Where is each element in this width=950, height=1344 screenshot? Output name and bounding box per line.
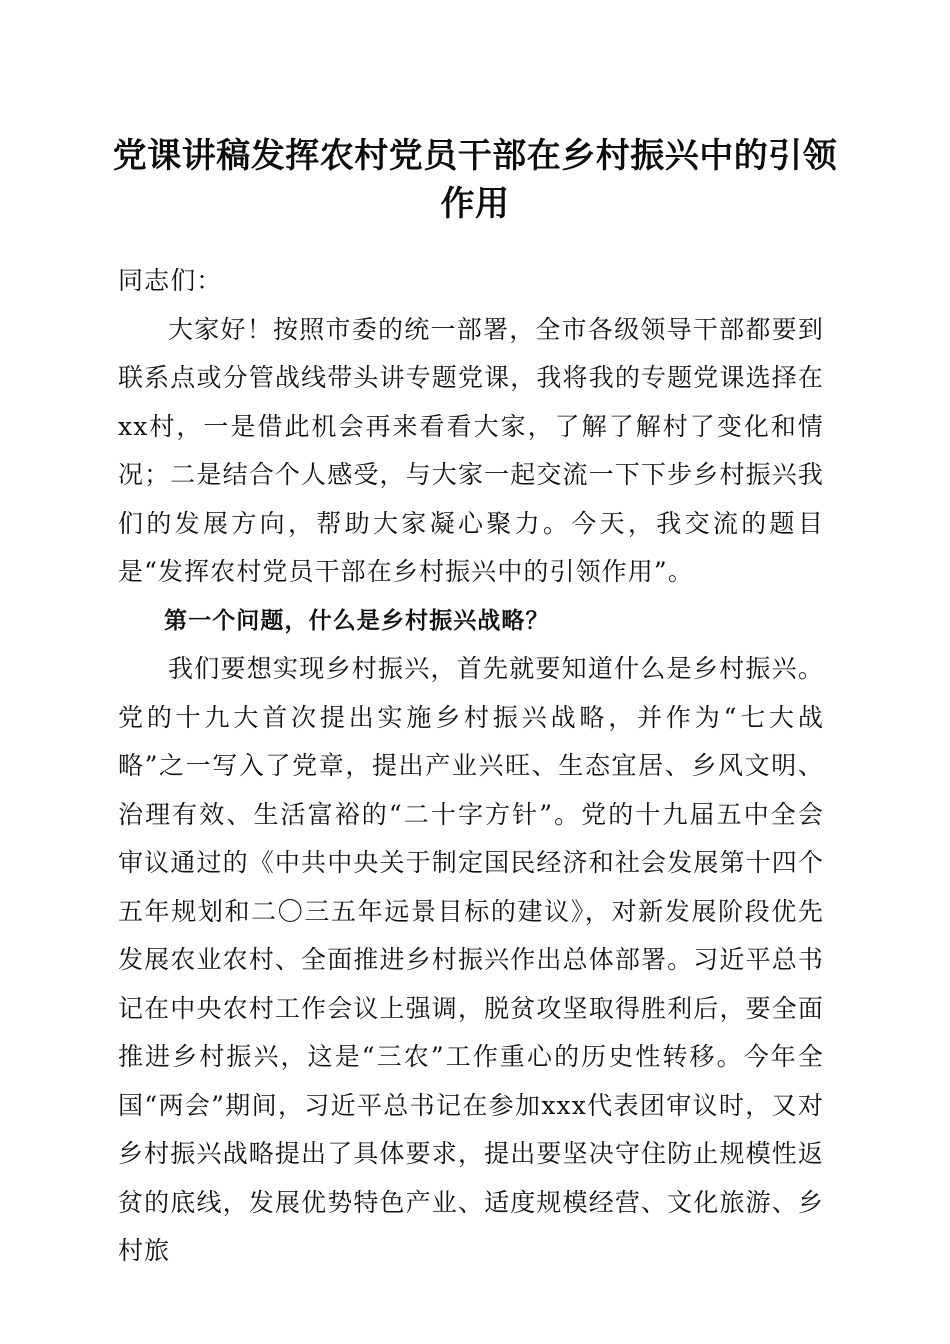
section-paragraph: 我们要想实现乡村振兴，首先就要知道什么是乡村振兴。党的十九大首次提出实施乡村振兴战略，并作为“七大战略”之一写入了党章，提出产业兴旺、生态宜居、乡风文明、治理有效、生活富裕的“二十字方针”。党的十九届五中全会审议通过的《中共中央关于制定国民经济和社会发展第十四个五年规划和二〇三五年远景目标的建议》，对新发展阶段优先发展农业农村、全面推进乡村振兴作出总体部署。习近平总书记在中央农村工作会议上强调，脱贫攻坚取得胜利后，要全面推进乡村振兴，这是“三农”工作重心的历史性转移。今年全国“两会”期间，习近平总书记在参加xxx代表团审议时，又对乡村振兴战略提出了具体要求，提出要坚决守住防止规模性返贫的底线，发展优势特色产业、适度规模经营、文化旅游、乡村旅	[118, 654, 824, 1265]
document-body	[118, 257, 824, 1276]
salutation: 同志们：	[118, 266, 223, 295]
document-title: 党课讲稿发挥农村党员干部在乡村振兴中的引领作用	[112, 136, 838, 224]
intro-paragraph: 大家好！按照市委的统一部署，全市各级领导干部都要到联系点或分管战线带头讲专题党课，我将我的专题党课选择在xx村，一是借此机会再来看看大家，了解了解村了变化和情况；二是结合个人感受，与大家一起交流一下下步乡村振兴我们的发展方向，帮助大家凝心聚力。今天，我交流的题目是“发挥农村党员干部在乡村振兴中的引领作用”。	[118, 314, 824, 586]
section-heading: 第一个问题，什么是乡村振兴战略？	[164, 606, 550, 634]
